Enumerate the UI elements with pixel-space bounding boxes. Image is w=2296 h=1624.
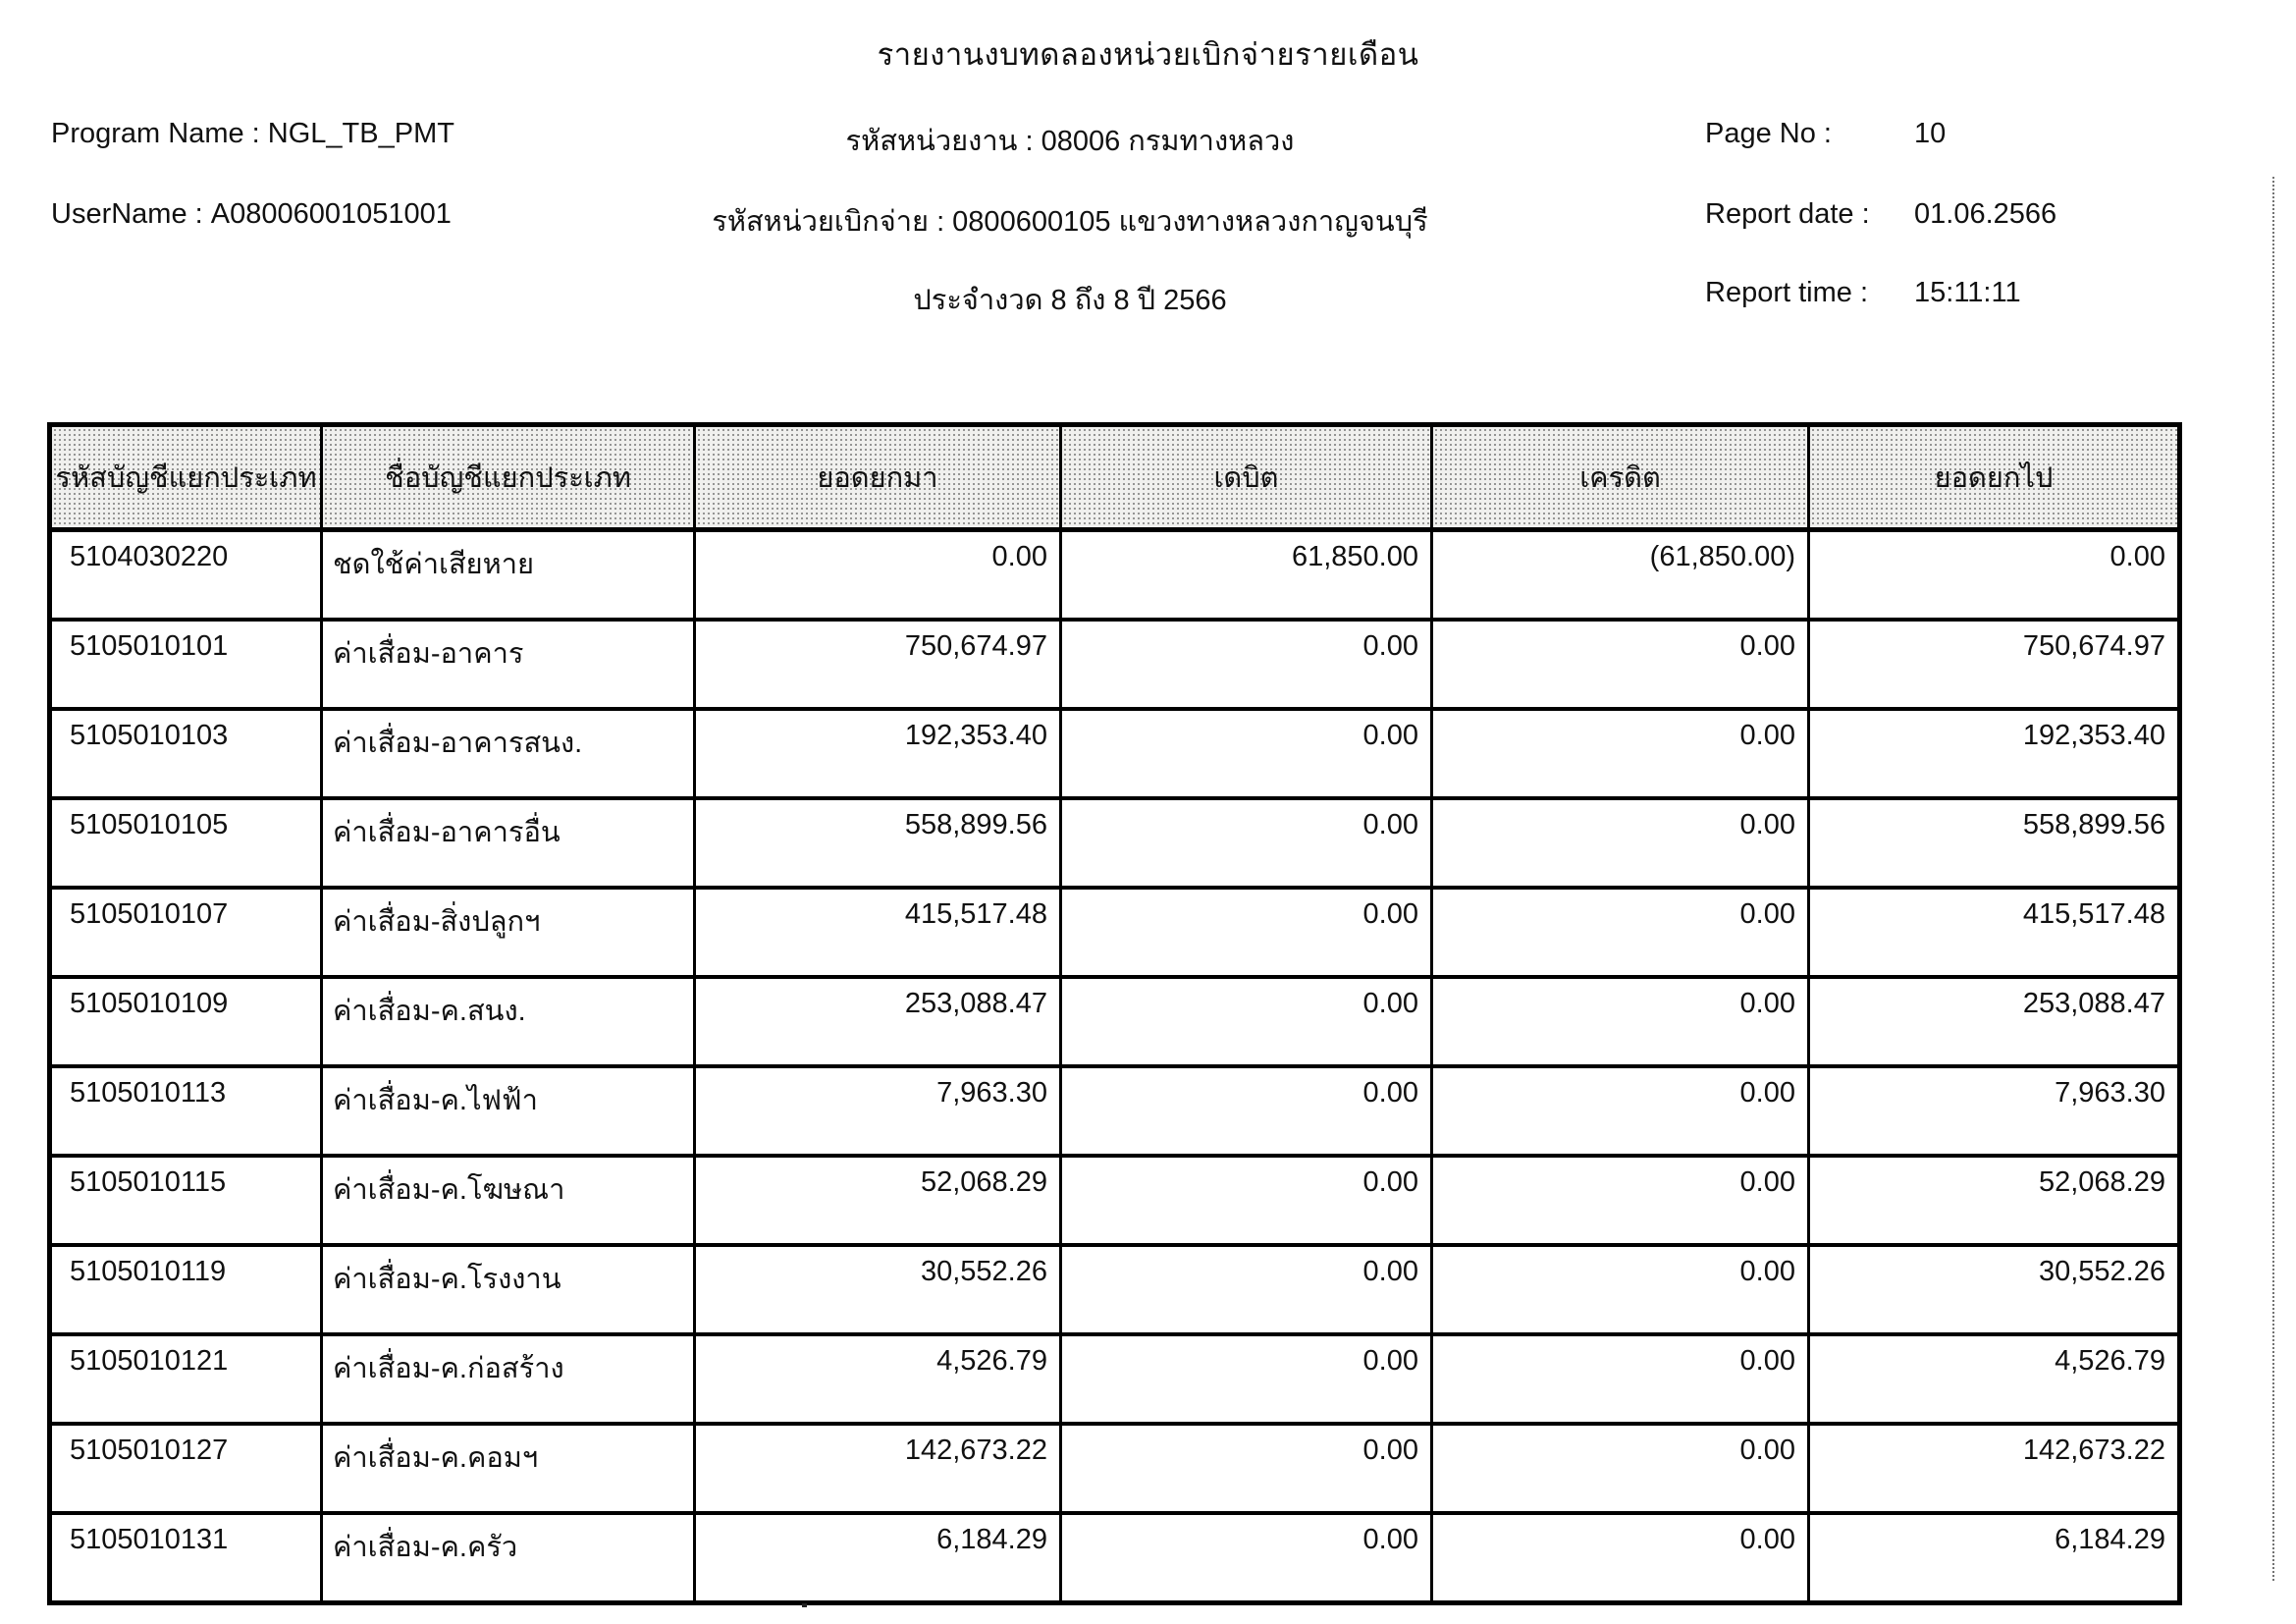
account-name-cell: ค่าเสื่อม-ค.ก่อสร้าง [322,1334,695,1424]
disbursement-code-line: รหัสหน่วยเบิกจ่าย : 0800600105 แขวงทางหลวงกาญจนบุรี [712,206,1428,238]
account-code-cell: 5105010121 [50,1334,322,1424]
debit-cell: 0.00 [1061,709,1432,798]
col-header-credit: เครดิต [1432,425,1809,530]
agency-code-line: รหัสหน่วยงาน : 08006 กรมทางหลวง [845,126,1295,157]
account-code-cell: 5105010107 [50,888,322,977]
debit-cell: 0.00 [1061,1424,1432,1513]
table-row [50,709,2180,798]
beginning-balance-cell: 142,673.22 [695,1424,1061,1513]
credit-cell: 0.00 [1432,709,1809,798]
beginning-balance-cell: 415,517.48 [695,888,1061,977]
scan-artifact-speck [802,1603,807,1607]
account-code-cell: 5105010109 [50,977,322,1066]
account-code-cell: 5105010105 [50,798,322,888]
page-no-value: 10 [1914,118,1947,149]
debit-cell: 0.00 [1061,1156,1432,1245]
debit-cell: 0.00 [1061,1066,1432,1156]
trial-balance-table [47,422,2182,1605]
credit-cell: (61,850.00) [1432,530,1809,621]
credit-cell: 0.00 [1432,977,1809,1066]
scan-artifact-line [2272,177,2274,1581]
report-date-label: Report date : [1705,198,1870,230]
beginning-balance-cell: 0.00 [695,530,1061,621]
page-no-label: Page No : [1705,118,1832,149]
account-name-cell: ค่าเสื่อม-อาคารอื่น [322,798,695,888]
col-header-debit: เดบิต [1061,425,1432,530]
ending-balance-cell: 30,552.26 [1809,1245,2180,1334]
account-code-cell: 5105010131 [50,1513,322,1603]
report-date-value: 01.06.2566 [1914,198,2057,230]
report-time-label: Report time : [1705,277,1868,308]
username-line [51,198,452,231]
trial-balance-table-wrap [47,422,2182,1605]
ending-balance-cell: 142,673.22 [1809,1424,2180,1513]
ending-balance-cell: 192,353.40 [1809,709,2180,798]
credit-cell: 0.00 [1432,1334,1809,1424]
credit-cell: 0.00 [1432,1245,1809,1334]
credit-cell: 0.00 [1432,620,1809,709]
program-name-value: NGL_TB_PMT [267,118,454,149]
report-date-line [1705,198,2255,231]
account-name-cell: ค่าเสื่อม-อาคาร [322,620,695,709]
ending-balance-cell: 52,068.29 [1809,1156,2180,1245]
table-row [50,1066,2180,1156]
col-header-ending-balance: ยอดยกไป [1809,425,2180,530]
table-row [50,1334,2180,1424]
account-code-cell: 5105010101 [50,620,322,709]
username-value: A08006001051001 [210,198,452,230]
table-row [50,888,2180,977]
report-time-value: 15:11:11 [1914,277,2021,308]
col-header-account-code: รหัสบัญชีแยกประเภท [50,425,322,530]
debit-cell: 0.00 [1061,798,1432,888]
table-row [50,1156,2180,1245]
table-row [50,798,2180,888]
ending-balance-cell: 415,517.48 [1809,888,2180,977]
debit-cell: 0.00 [1061,1245,1432,1334]
beginning-balance-cell: 750,674.97 [695,620,1061,709]
debit-cell: 0.00 [1061,888,1432,977]
table-header-row [50,425,2180,530]
debit-cell: 0.00 [1061,620,1432,709]
beginning-balance-cell: 192,353.40 [695,709,1061,798]
ending-balance-cell: 4,526.79 [1809,1334,2180,1424]
account-name-cell: ค่าเสื่อม-ค.คอมฯ [322,1424,695,1513]
report-title: รายงานงบทดลองหน่วยเบิกจ่ายรายเดือน [877,37,1419,72]
table-row [50,1245,2180,1334]
account-name-cell: ค่าเสื่อม-ค.สนง. [322,977,695,1066]
table-row [50,620,2180,709]
account-name-cell: ค่าเสื่อม-ค.โรงงาน [322,1245,695,1334]
account-name-cell: ค่าเสื่อม-อาคารสนง. [322,709,695,798]
credit-cell: 0.00 [1432,1066,1809,1156]
account-name-cell: ค่าเสื่อม-ค.โฆษณา [322,1156,695,1245]
ending-balance-cell: 253,088.47 [1809,977,2180,1066]
credit-cell: 0.00 [1432,1156,1809,1245]
col-header-beginning-balance: ยอดยกมา [695,425,1061,530]
ending-balance-cell: 558,899.56 [1809,798,2180,888]
table-row [50,977,2180,1066]
beginning-balance-cell: 30,552.26 [695,1245,1061,1334]
debit-cell: 0.00 [1061,977,1432,1066]
beginning-balance-cell: 7,963.30 [695,1066,1061,1156]
ending-balance-cell: 750,674.97 [1809,620,2180,709]
account-name-cell: ค่าเสื่อม-ค.ครัว [322,1513,695,1603]
col-header-account-name: ชื่อบัญชีแยกประเภท [322,425,695,530]
ending-balance-cell: 0.00 [1809,530,2180,621]
account-name-cell: ชดใช้ค่าเสียหาย [322,530,695,621]
program-name-line [51,118,454,150]
account-code-cell: 5105010113 [50,1066,322,1156]
beginning-balance-cell: 52,068.29 [695,1156,1061,1245]
table-row [50,1424,2180,1513]
account-code-cell: 5105010115 [50,1156,322,1245]
account-code-cell: 5105010127 [50,1424,322,1513]
beginning-balance-cell: 4,526.79 [695,1334,1061,1424]
program-name-label: Program Name : [51,118,260,149]
beginning-balance-cell: 253,088.47 [695,977,1061,1066]
account-code-cell: 5105010119 [50,1245,322,1334]
credit-cell: 0.00 [1432,798,1809,888]
account-name-cell: ค่าเสื่อม-สิ่งปลูกฯ [322,888,695,977]
beginning-balance-cell: 558,899.56 [695,798,1061,888]
credit-cell: 0.00 [1432,888,1809,977]
credit-cell: 0.00 [1432,1424,1809,1513]
report-time-line [1705,277,2255,309]
ending-balance-cell: 7,963.30 [1809,1066,2180,1156]
beginning-balance-cell: 6,184.29 [695,1513,1061,1603]
account-name-cell: ค่าเสื่อม-ค.ไฟฟ้า [322,1066,695,1156]
debit-cell: 61,850.00 [1061,530,1432,621]
table-row [50,1513,2180,1603]
page-no-line [1705,118,2255,150]
credit-cell: 0.00 [1432,1513,1809,1603]
table-body [50,530,2180,1603]
account-code-cell: 5105010103 [50,709,322,798]
table-row [50,530,2180,621]
ending-balance-cell: 6,184.29 [1809,1513,2180,1603]
debit-cell: 0.00 [1061,1334,1432,1424]
period-line: ประจำงวด 8 ถึง 8 ปี 2566 [913,285,1227,316]
debit-cell: 0.00 [1061,1513,1432,1603]
account-code-cell: 5104030220 [50,530,322,621]
username-label: UserName : [51,198,203,230]
